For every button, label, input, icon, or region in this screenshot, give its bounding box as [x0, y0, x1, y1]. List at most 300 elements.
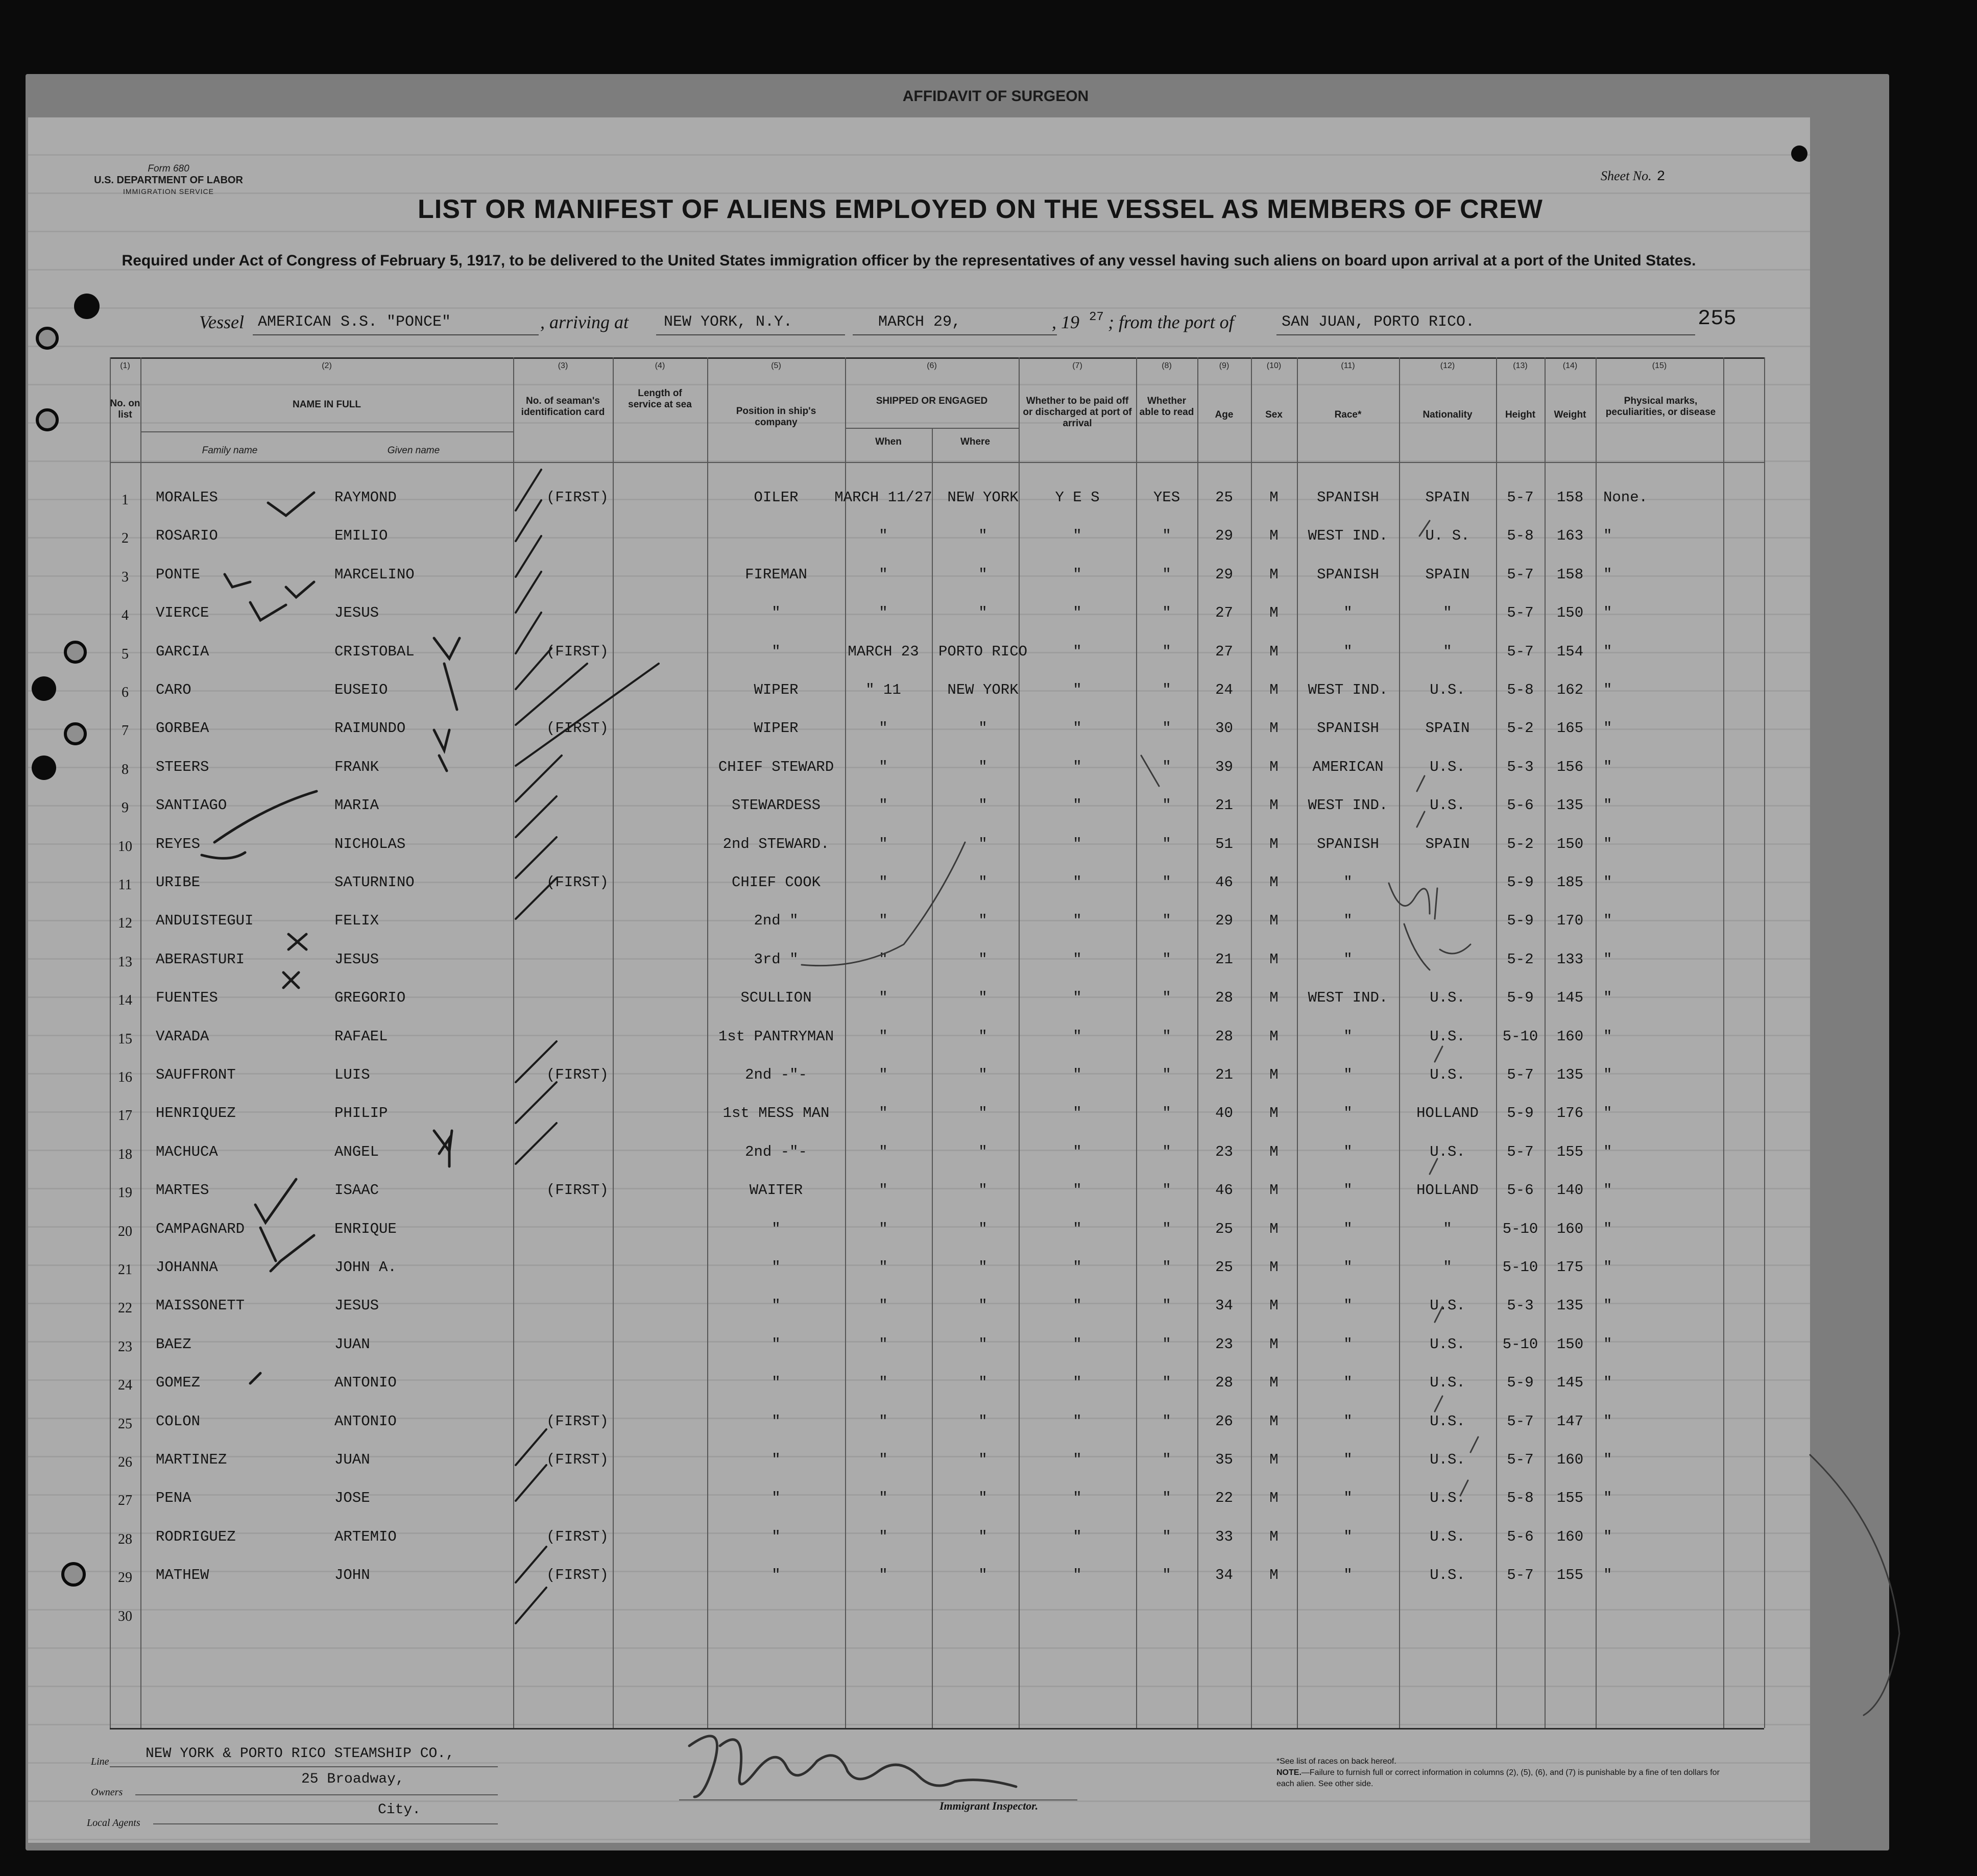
- agents-underline: [153, 1823, 498, 1824]
- cell-where: ": [978, 1374, 987, 1392]
- cell-nat: ": [1443, 643, 1452, 660]
- cell-given: JUAN: [334, 1451, 370, 1468]
- cell-nat: U.S.: [1430, 1412, 1465, 1430]
- cell-paid: ": [1073, 1066, 1082, 1083]
- cell-when: ": [879, 874, 888, 891]
- cell-when: ": [879, 758, 888, 775]
- cell-given: PHILIP: [334, 1105, 388, 1122]
- cell-card: (FIRST): [546, 489, 609, 506]
- cell-weight: 175: [1556, 1259, 1584, 1276]
- cell-sex: M: [1269, 797, 1279, 814]
- cell-paid: ": [1073, 874, 1082, 891]
- column-number: (9): [1219, 361, 1229, 370]
- cell-when: ": [879, 1066, 888, 1083]
- cell-where: ": [978, 1490, 987, 1507]
- cell-no: 28: [118, 1531, 132, 1547]
- cell-weight: 135: [1556, 1066, 1584, 1083]
- table-row: [0, 604, 1977, 642]
- cell-when: ": [879, 989, 888, 1007]
- cell-where: ": [978, 1259, 987, 1276]
- cell-paid: ": [1073, 1335, 1082, 1353]
- cell-read: ": [1162, 643, 1171, 660]
- cell-height: 5-7: [1507, 1143, 1534, 1160]
- table-row: [0, 681, 1977, 719]
- cell-age: 21: [1215, 1066, 1233, 1083]
- table-row: [0, 1490, 1977, 1527]
- header-paid-off: Whether to be paid off or discharged at port of arrival: [1023, 396, 1132, 429]
- cell-read: ": [1162, 1412, 1171, 1430]
- from-label: ; from the port of: [1108, 312, 1234, 332]
- column-number: (11): [1341, 361, 1355, 370]
- header-given-name: Given name: [387, 445, 440, 456]
- cell-race: SPANISH: [1317, 835, 1379, 852]
- cell-marks: ": [1603, 720, 1612, 737]
- table-row: [0, 643, 1977, 681]
- cell-marks: ": [1603, 1297, 1612, 1314]
- cell-marks: ": [1603, 874, 1612, 891]
- cell-when: ": [879, 1528, 888, 1545]
- cell-height: 5-8: [1507, 1490, 1534, 1507]
- cell-nat: SPAIN: [1425, 489, 1470, 506]
- cell-sex: M: [1269, 604, 1279, 622]
- cell-age: 30: [1215, 720, 1233, 737]
- cell-no: 15: [118, 1031, 132, 1047]
- cell-no: 14: [118, 992, 132, 1009]
- cell-paid: ": [1073, 681, 1082, 698]
- cell-height: 5-7: [1507, 643, 1534, 660]
- cell-marks: ": [1603, 1335, 1612, 1353]
- cell-race: ": [1343, 1105, 1353, 1122]
- cell-nat: ": [1443, 1259, 1452, 1276]
- cell-age: 28: [1215, 1374, 1233, 1392]
- cell-card: (FIRST): [546, 1182, 609, 1199]
- cell-where: ": [978, 951, 987, 968]
- cell-height: 5-10: [1502, 1259, 1538, 1276]
- cell-nat: SPAIN: [1425, 835, 1470, 852]
- cell-race: SPANISH: [1317, 720, 1379, 737]
- cell-marks: ": [1603, 1374, 1612, 1392]
- cell-weight: 176: [1556, 1105, 1584, 1122]
- cell-height: 5-9: [1507, 1374, 1534, 1392]
- cell-family: MAISSONETT: [156, 1297, 245, 1314]
- cell-sex: M: [1269, 1412, 1279, 1430]
- table-row: [0, 989, 1977, 1027]
- cell-position: 2nd STEWARD.: [722, 835, 830, 852]
- cell-read: ": [1162, 1028, 1171, 1045]
- table-row: [0, 951, 1977, 989]
- cell-position: WIPER: [754, 720, 799, 737]
- cell-paid: ": [1073, 643, 1082, 660]
- cell-height: 5-7: [1507, 604, 1534, 622]
- cell-race: ": [1343, 1066, 1353, 1083]
- cell-when: ": [879, 720, 888, 737]
- cell-given: FELIX: [334, 912, 379, 930]
- cell-read: ": [1162, 1259, 1171, 1276]
- cell-nat: U.S.: [1430, 1143, 1465, 1160]
- cell-when: ": [879, 527, 888, 545]
- header-weight: Weight: [1554, 409, 1586, 420]
- vessel-underline: [253, 334, 539, 335]
- cell-marks: ": [1603, 1066, 1612, 1083]
- affidavit-label: AFFIDAVIT OF SURGEON: [902, 88, 1089, 105]
- agents-label: Local Agents: [87, 1817, 140, 1829]
- cell-height: 5-9: [1507, 874, 1534, 891]
- cell-race: ": [1343, 1567, 1353, 1584]
- cell-height: 5-3: [1507, 1297, 1534, 1314]
- cell-position: ": [771, 1374, 781, 1392]
- cell-read: ": [1162, 566, 1171, 583]
- cell-when: ": [879, 1567, 888, 1584]
- cell-sex: M: [1269, 1335, 1279, 1353]
- cell-paid: ": [1073, 1412, 1082, 1430]
- cell-marks: ": [1603, 1259, 1612, 1276]
- cell-when: ": [879, 912, 888, 930]
- header-sex: Sex: [1265, 409, 1283, 420]
- cell-where: ": [978, 1451, 987, 1468]
- cell-position: WAITER: [749, 1182, 803, 1199]
- cell-given: ANGEL: [334, 1143, 379, 1160]
- cell-position: 1st MESS MAN: [722, 1105, 830, 1122]
- owners-label: Owners: [91, 1787, 123, 1798]
- binder-hole: [74, 294, 100, 319]
- cell-given: ENRIQUE: [334, 1220, 397, 1237]
- cell-race: ": [1343, 1028, 1353, 1045]
- cell-marks: ": [1603, 758, 1612, 775]
- header-race: Race*: [1334, 409, 1362, 420]
- cell-when: ": [879, 1105, 888, 1122]
- cell-read: ": [1162, 874, 1171, 891]
- cell-weight: 158: [1556, 489, 1584, 506]
- cell-sex: M: [1269, 489, 1279, 506]
- cell-age: 46: [1215, 1182, 1233, 1199]
- cell-where: ": [978, 797, 987, 814]
- binder-hole: [36, 327, 59, 350]
- cell-given: JESUS: [334, 604, 379, 622]
- cell-no: 24: [118, 1377, 132, 1394]
- cell-read: ": [1162, 720, 1171, 737]
- cell-given: JOHN A.: [334, 1259, 397, 1276]
- cell-family: CAMPAGNARD: [156, 1220, 245, 1237]
- cell-race: WEST IND.: [1308, 681, 1388, 698]
- cell-where: NEW YORK: [947, 489, 1019, 506]
- cell-height: 5-7: [1507, 1567, 1534, 1584]
- cell-given: RAYMOND: [334, 489, 397, 506]
- cell-given: JESUS: [334, 1297, 379, 1314]
- cell-paid: ": [1073, 566, 1082, 583]
- header-physical-marks: Physical marks, peculiarities, or disease: [1605, 396, 1716, 418]
- cell-nat: U.S.: [1430, 681, 1465, 698]
- cell-paid: ": [1073, 1259, 1082, 1276]
- cell-paid: ": [1073, 1297, 1082, 1314]
- header-nationality: Nationality: [1423, 409, 1473, 420]
- cell-nat: ": [1443, 604, 1452, 622]
- cell-weight: 155: [1556, 1567, 1584, 1584]
- cell-sex: M: [1269, 1105, 1279, 1122]
- table-row: [0, 1605, 1977, 1643]
- arriving-label: , arriving at: [540, 312, 629, 332]
- cell-marks: ": [1603, 1220, 1612, 1237]
- page-subtitle: Required under Act of Congress of February 5, 1917, to be delivered to the United States immigration officer by the representatives of any vessel having such aliens on board upon arrival at a port of the United States.: [122, 252, 1696, 269]
- cell-given: MARCELINO: [334, 566, 415, 583]
- cell-age: 23: [1215, 1335, 1233, 1353]
- column-number: (7): [1072, 361, 1082, 370]
- cell-no: 16: [118, 1069, 132, 1085]
- cell-card: (FIRST): [546, 1528, 609, 1545]
- cell-weight: 156: [1556, 758, 1584, 775]
- column-number: (3): [558, 361, 568, 370]
- cell-where: ": [978, 989, 987, 1007]
- cell-sex: M: [1269, 1567, 1279, 1584]
- cell-race: ": [1343, 1297, 1353, 1314]
- table-row: [0, 1221, 1977, 1258]
- cell-nat: U.S.: [1430, 1567, 1465, 1584]
- cell-when: ": [879, 1143, 888, 1160]
- cell-no: 4: [122, 607, 129, 624]
- cell-family: ABERASTURI: [156, 951, 245, 968]
- cell-family: BAEZ: [156, 1335, 191, 1353]
- cell-marks: ": [1603, 1528, 1612, 1545]
- cell-sex: M: [1269, 1297, 1279, 1314]
- cell-no: 12: [118, 915, 132, 932]
- table-row: [0, 1143, 1977, 1181]
- cell-paid: ": [1073, 604, 1082, 622]
- cell-sex: M: [1269, 1028, 1279, 1045]
- cell-where: ": [978, 1105, 987, 1122]
- cell-when: ": [879, 797, 888, 814]
- cell-paid: ": [1073, 1028, 1082, 1045]
- cell-sex: M: [1269, 1182, 1279, 1199]
- cell-card: (FIRST): [546, 874, 609, 891]
- owners-underline: [135, 1794, 498, 1795]
- cell-position: ": [771, 1412, 781, 1430]
- table-row: [0, 1066, 1977, 1104]
- from-port: SAN JUAN, PORTO RICO.: [1282, 313, 1475, 331]
- cell-weight: 155: [1556, 1490, 1584, 1507]
- cell-family: SANTIAGO: [156, 797, 227, 814]
- cell-race: ": [1343, 643, 1353, 660]
- cell-position: ": [771, 1490, 781, 1507]
- cell-read: YES: [1153, 489, 1180, 506]
- cell-read: ": [1162, 1451, 1171, 1468]
- cell-height: 5-7: [1507, 566, 1534, 583]
- page-number: 255: [1698, 306, 1737, 331]
- cell-weight: 145: [1556, 989, 1584, 1007]
- cell-marks: ": [1603, 797, 1612, 814]
- sheet-label: Sheet No.: [1601, 168, 1652, 183]
- table-row: [0, 1259, 1977, 1297]
- cell-position: 1st PANTRYMAN: [718, 1028, 834, 1045]
- sheet-value: 2: [1656, 169, 1666, 185]
- cell-read: ": [1162, 951, 1171, 968]
- from-underline: [1276, 334, 1695, 335]
- page-title: LIST OR MANIFEST OF ALIENS EMPLOYED ON THE VESSEL AS MEMBERS OF CREW: [418, 194, 1543, 224]
- cell-race: ": [1343, 874, 1353, 891]
- cell-read: ": [1162, 604, 1171, 622]
- cell-family: FUENTES: [156, 989, 218, 1007]
- cell-paid: ": [1073, 912, 1082, 930]
- cell-height: 5-6: [1507, 1182, 1534, 1199]
- cell-paid: ": [1073, 1374, 1082, 1392]
- cell-given: JOSE: [334, 1490, 370, 1507]
- cell-read: ": [1162, 1182, 1171, 1199]
- arrival-port: NEW YORK, N.Y.: [664, 313, 793, 331]
- form-header: [77, 163, 260, 197]
- cell-height: 5-10: [1502, 1028, 1538, 1045]
- cell-given: ANTONIO: [334, 1412, 397, 1430]
- table-bottom-rule: [110, 1728, 1764, 1729]
- cell-when: MARCH 11/27: [834, 489, 932, 506]
- cell-height: 5-6: [1507, 1528, 1534, 1545]
- cell-family: REYES: [156, 835, 201, 852]
- cell-sex: M: [1269, 912, 1279, 930]
- cell-read: ": [1162, 1143, 1171, 1160]
- cell-where: PORTO RICO: [938, 643, 1028, 660]
- cell-when: ": [879, 1412, 888, 1430]
- cell-read: ": [1162, 1335, 1171, 1353]
- cell-age: 22: [1215, 1490, 1233, 1507]
- cell-race: ": [1343, 951, 1353, 968]
- cell-sex: M: [1269, 951, 1279, 968]
- cell-age: 28: [1215, 1028, 1233, 1045]
- cell-when: ": [879, 1182, 888, 1199]
- cell-where: ": [978, 874, 987, 891]
- table-row: [0, 1336, 1977, 1374]
- cell-read: ": [1162, 527, 1171, 545]
- table-row: [0, 1528, 1977, 1566]
- cell-card: (FIRST): [546, 1451, 609, 1468]
- header-able-read: Whether able to read: [1139, 396, 1194, 418]
- cell-nat: U.S.: [1430, 1374, 1465, 1392]
- cell-given: SATURNINO: [334, 874, 415, 891]
- cell-nat: SPAIN: [1425, 566, 1470, 583]
- cell-weight: 160: [1556, 1451, 1584, 1468]
- cell-height: 5-7: [1507, 489, 1534, 506]
- cell-when: ": [879, 1335, 888, 1353]
- cell-nat: ": [1443, 1220, 1452, 1237]
- cell-card: (FIRST): [546, 1066, 609, 1083]
- table-row: [0, 836, 1977, 873]
- cell-when: ": [879, 1451, 888, 1468]
- cell-family: VIERCE: [156, 604, 209, 622]
- cell-weight: 160: [1556, 1528, 1584, 1545]
- table-row: [0, 759, 1977, 796]
- cell-given: JOHN: [334, 1567, 370, 1584]
- cell-nat: U.S.: [1430, 1297, 1465, 1314]
- cell-age: 33: [1215, 1528, 1233, 1545]
- cell-when: ": [879, 566, 888, 583]
- cell-race: ": [1343, 912, 1353, 930]
- date-underline: [853, 334, 1057, 335]
- cell-weight: 160: [1556, 1028, 1584, 1045]
- cell-family: PONTE: [156, 566, 201, 583]
- column-number: (8): [1162, 361, 1172, 370]
- cell-given: GREGORIO: [334, 989, 406, 1007]
- cell-sex: M: [1269, 566, 1279, 583]
- cell-position: 2nd ": [754, 912, 799, 930]
- cell-where: ": [978, 1182, 987, 1199]
- cell-family: MATHEW: [156, 1567, 209, 1584]
- cell-race: ": [1343, 1451, 1353, 1468]
- cell-no: 29: [118, 1570, 132, 1586]
- cell-weight: 154: [1556, 643, 1584, 660]
- table-row: [0, 1451, 1977, 1489]
- cell-weight: 135: [1556, 797, 1584, 814]
- cell-age: 34: [1215, 1567, 1233, 1584]
- cell-weight: 155: [1556, 1143, 1584, 1160]
- table-row: [0, 1297, 1977, 1335]
- cell-given: RAFAEL: [334, 1028, 388, 1045]
- cell-height: 5-6: [1507, 797, 1534, 814]
- table-top-rule: [110, 357, 1764, 359]
- cell-sex: M: [1269, 1259, 1279, 1276]
- cell-paid: ": [1073, 758, 1082, 775]
- cell-no: 17: [118, 1108, 132, 1124]
- cell-nat: U.S.: [1430, 1528, 1465, 1545]
- cell-given: JUAN: [334, 1335, 370, 1353]
- cell-marks: ": [1603, 1490, 1612, 1507]
- cell-paid: ": [1073, 797, 1082, 814]
- cell-no: 21: [118, 1262, 132, 1278]
- cell-paid: ": [1073, 1451, 1082, 1468]
- cell-paid: ": [1073, 1528, 1082, 1545]
- cell-position: SCULLION: [740, 989, 812, 1007]
- cell-paid: ": [1073, 1105, 1082, 1122]
- column-number: (14): [1562, 361, 1578, 370]
- cell-height: 5-10: [1502, 1220, 1538, 1237]
- cell-read: ": [1162, 758, 1171, 775]
- header-name-in-full: NAME IN FULL: [292, 399, 361, 410]
- cell-nat: U.S.: [1430, 989, 1465, 1007]
- cell-position: 2nd -"-: [745, 1066, 807, 1083]
- cell-sex: M: [1269, 527, 1279, 545]
- cell-no: 11: [118, 877, 132, 893]
- column-number: (13): [1513, 361, 1528, 370]
- cell-weight: 150: [1556, 835, 1584, 852]
- cell-read: ": [1162, 1220, 1171, 1237]
- cell-no: 10: [118, 838, 132, 855]
- cell-nat: U. S.: [1425, 527, 1470, 545]
- cell-marks: ": [1603, 604, 1612, 622]
- cell-age: 25: [1215, 1259, 1233, 1276]
- form-number: Form 680: [148, 163, 189, 174]
- cell-height: 5-2: [1507, 720, 1534, 737]
- cell-no: 20: [118, 1223, 132, 1239]
- cell-age: 25: [1215, 489, 1233, 506]
- cell-card: (FIRST): [546, 643, 609, 660]
- line-underline: [110, 1766, 498, 1767]
- cell-paid: ": [1073, 1490, 1082, 1507]
- cell-paid: ": [1073, 835, 1082, 852]
- cell-marks: ": [1603, 1567, 1612, 1584]
- table-row: [0, 797, 1977, 835]
- header-id-card: No. of seaman's identification card: [521, 396, 605, 418]
- cell-paid: ": [1073, 951, 1082, 968]
- cell-when: ": [879, 1220, 888, 1237]
- cell-no: 3: [122, 569, 129, 585]
- cell-where: NEW YORK: [947, 681, 1019, 698]
- cell-age: 46: [1215, 874, 1233, 891]
- cell-nat: U.S.: [1430, 1066, 1465, 1083]
- cell-position: ": [771, 1220, 781, 1237]
- cell-position: WIPER: [754, 681, 799, 698]
- header-bottom-rule: [110, 462, 1764, 463]
- cell-family: JOHANNA: [156, 1259, 218, 1276]
- cell-position: ": [771, 1259, 781, 1276]
- header-no-on-list: No. on list: [110, 398, 140, 420]
- cell-where: ": [978, 527, 987, 545]
- cell-when: ": [879, 1490, 888, 1507]
- cell-paid: ": [1073, 527, 1082, 545]
